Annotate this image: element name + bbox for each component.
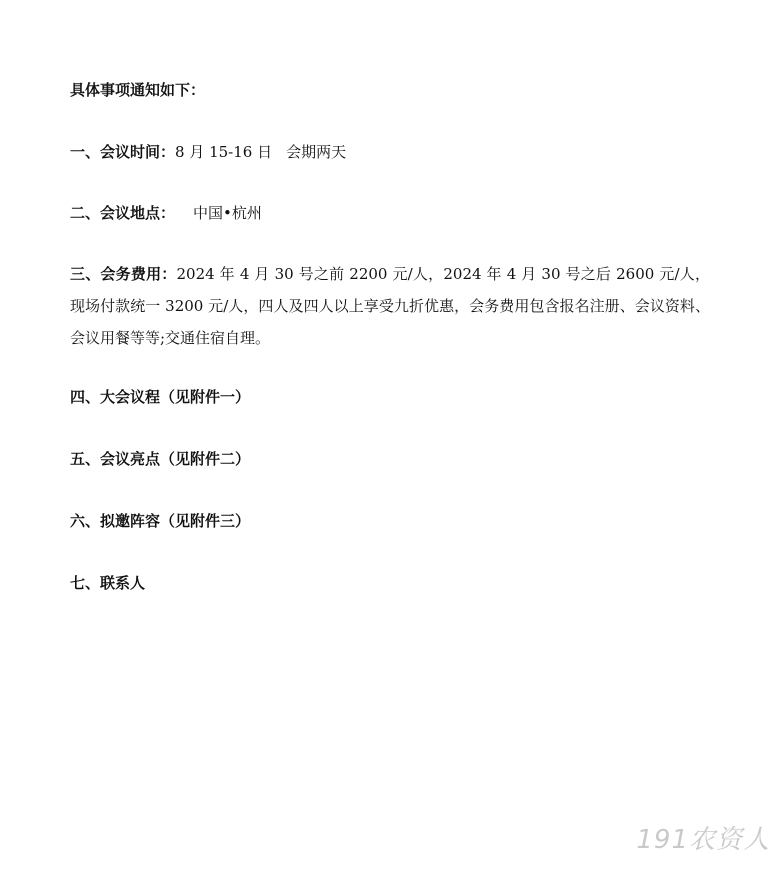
- item-value: 2024 年 4 月 30 号之前 2200 元/人，2024 年 4 月 30 号之后 2600 元/人，现场付款统一 3200 元/人，四人及四人以上享受九折优惠，会务费用包含报名注册、会议资料、会议用餐等等;交通住宿自理。: [70, 265, 710, 347]
- intro-heading: 具体事项通知如下：: [70, 81, 206, 99]
- item-meeting-fee: [70, 258, 710, 354]
- item-meeting-time: [70, 142, 346, 162]
- item-contact: 七、联系人: [70, 574, 146, 592]
- watermark-logo: 191农资人: [636, 825, 770, 855]
- item-agenda: 四、大会议程（见附件一）: [70, 388, 251, 406]
- item-speakers: 六、拟邀阵容（见附件三）: [70, 512, 251, 530]
- item-label: 一、会议时间：: [70, 143, 176, 161]
- item-value: 8 月 15-16 日: [175, 143, 273, 161]
- item-label: 二、会议地点：: [70, 204, 176, 222]
- item-highlights: 五、会议亮点（见附件二）: [70, 450, 251, 468]
- item-value-extra: 会期两天: [286, 143, 347, 161]
- item-meeting-location: [70, 203, 262, 223]
- item-label: 三、会务费用：: [70, 265, 177, 283]
- item-value: 中国•杭州: [193, 204, 262, 222]
